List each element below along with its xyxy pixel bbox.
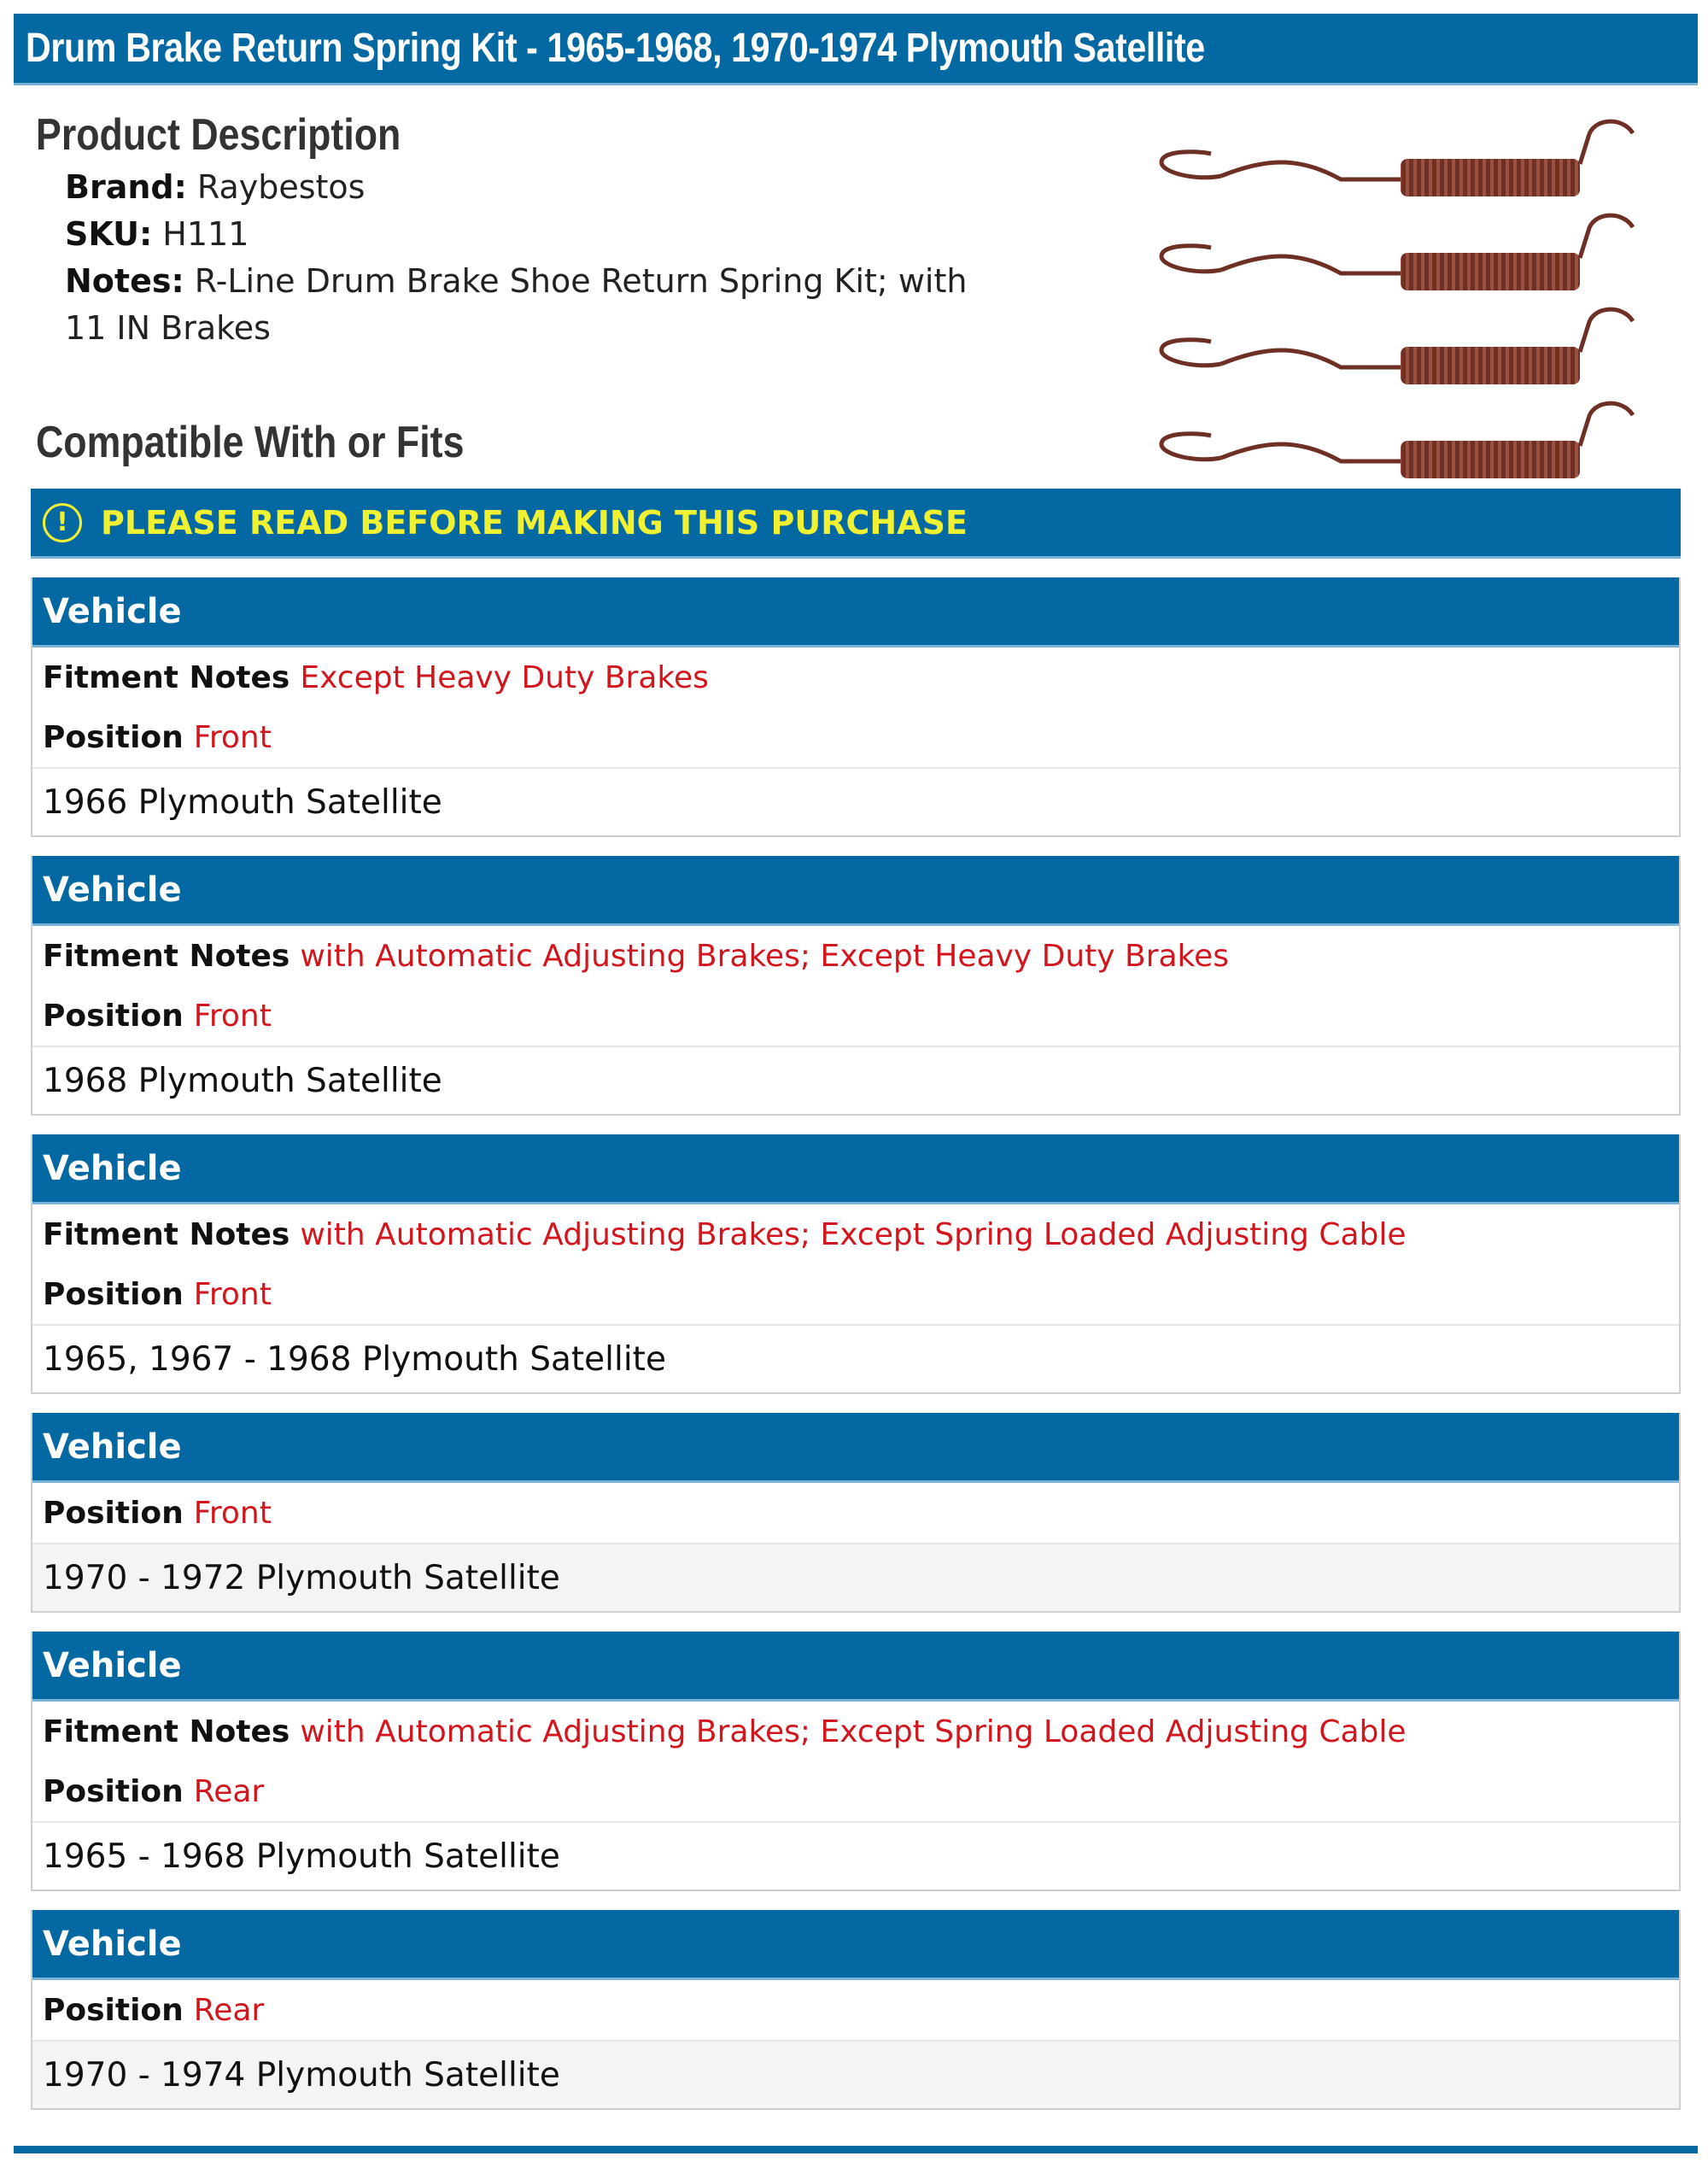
brand-label: Brand:: [65, 168, 187, 206]
sku-label: SKU:: [65, 215, 153, 253]
position-row: [32, 1761, 1679, 1821]
position-row: [32, 707, 1679, 767]
vehicle-header: Vehicle: [32, 1632, 1679, 1702]
position-value: Front: [193, 719, 272, 755]
fitment-notes-value: with Automatic Adjusting Brakes; Except Heavy Duty Brakes: [300, 938, 1230, 974]
brand-row: [65, 164, 1004, 211]
vehicle-card: [31, 1632, 1681, 1891]
vehicle-card: [31, 1910, 1681, 2110]
product-description: [65, 164, 1004, 352]
position-row: [32, 986, 1679, 1046]
vehicle-name: 1970 - 1974 Plymouth Satellite: [32, 2040, 1679, 2108]
fitment-notes-value: with Automatic Adjusting Brakes; Except Spring Loaded Adjusting Cable: [300, 1714, 1407, 1749]
sku-value: H111: [162, 215, 249, 253]
position-value: Front: [193, 1276, 272, 1312]
position-label: Position: [43, 998, 184, 1034]
vehicle-header: Vehicle: [32, 1134, 1679, 1204]
vehicle-name: 1966 Plymouth Satellite: [32, 767, 1679, 835]
vehicle-name: 1968 Plymouth Satellite: [32, 1046, 1679, 1114]
page-title: Drum Brake Return Spring Kit - 1965-1968, 1970-1974 Plymouth Satellite: [26, 26, 1205, 71]
fitment-notes-label: Fitment Notes: [43, 938, 290, 974]
warning-icon: !: [43, 503, 82, 542]
spring-3: [1161, 309, 1633, 384]
purchase-notice: [31, 489, 1681, 559]
position-label: Position: [43, 719, 184, 755]
compatible-heading: Compatible With or Fits: [36, 418, 465, 467]
fitment-notes-row: [32, 1204, 1679, 1264]
fitment-notes-value: with Automatic Adjusting Brakes; Except Spring Loaded Adjusting Cable: [300, 1216, 1407, 1252]
vehicle-name: 1970 - 1972 Plymouth Satellite: [32, 1543, 1679, 1611]
position-row: [32, 1483, 1679, 1543]
vehicle-name: 1965 - 1968 Plymouth Satellite: [32, 1821, 1679, 1890]
fitment-notes-label: Fitment Notes: [43, 1216, 290, 1252]
product-image: [1144, 91, 1657, 483]
position-row: [32, 1264, 1679, 1324]
notes-value: R-Line Drum Brake Shoe Return Spring Kit; with 11 IN Brakes: [65, 262, 968, 347]
position-row: [32, 1980, 1679, 2040]
fitment-notes-row: [32, 926, 1679, 986]
position-value: Rear: [193, 1773, 265, 1809]
fitment-notes-value: Except Heavy Duty Brakes: [300, 659, 709, 695]
position-label: Position: [43, 1992, 184, 2028]
notice-text: PLEASE READ BEFORE MAKING THIS PURCHASE: [101, 503, 968, 542]
vehicle-card: [31, 856, 1681, 1116]
position-value: Front: [193, 1495, 272, 1531]
vehicle-name: 1965, 1967 - 1968 Plymouth Satellite: [32, 1324, 1679, 1392]
vehicle-header: Vehicle: [32, 1413, 1679, 1483]
vehicle-card: [31, 1134, 1681, 1394]
sku-row: [65, 211, 1004, 258]
brand-value: Raybestos: [196, 168, 366, 206]
fitment-notes-row: [32, 647, 1679, 707]
fitment-notes-label: Fitment Notes: [43, 1714, 290, 1749]
spring-4: [1161, 403, 1633, 478]
position-label: Position: [43, 1773, 184, 1809]
position-label: Position: [43, 1276, 184, 1312]
position-value: Rear: [193, 1992, 265, 2028]
notes-row: [65, 258, 1004, 352]
spring-1: [1161, 121, 1633, 196]
fitment-notes-row: [32, 1702, 1679, 1761]
vehicle-card: [31, 1413, 1681, 1613]
vehicle-card: [31, 577, 1681, 837]
footer-divider: [14, 2146, 1698, 2153]
position-value: Front: [193, 998, 272, 1034]
position-label: Position: [43, 1495, 184, 1531]
vehicle-header: Vehicle: [32, 856, 1679, 926]
vehicle-header: Vehicle: [32, 1910, 1679, 1980]
product-description-heading: Product Description: [36, 110, 401, 160]
spring-2: [1161, 215, 1633, 290]
vehicle-header: Vehicle: [32, 577, 1679, 647]
title-bar: [14, 14, 1698, 85]
notes-label: Notes:: [65, 262, 184, 300]
fitment-notes-label: Fitment Notes: [43, 659, 290, 695]
